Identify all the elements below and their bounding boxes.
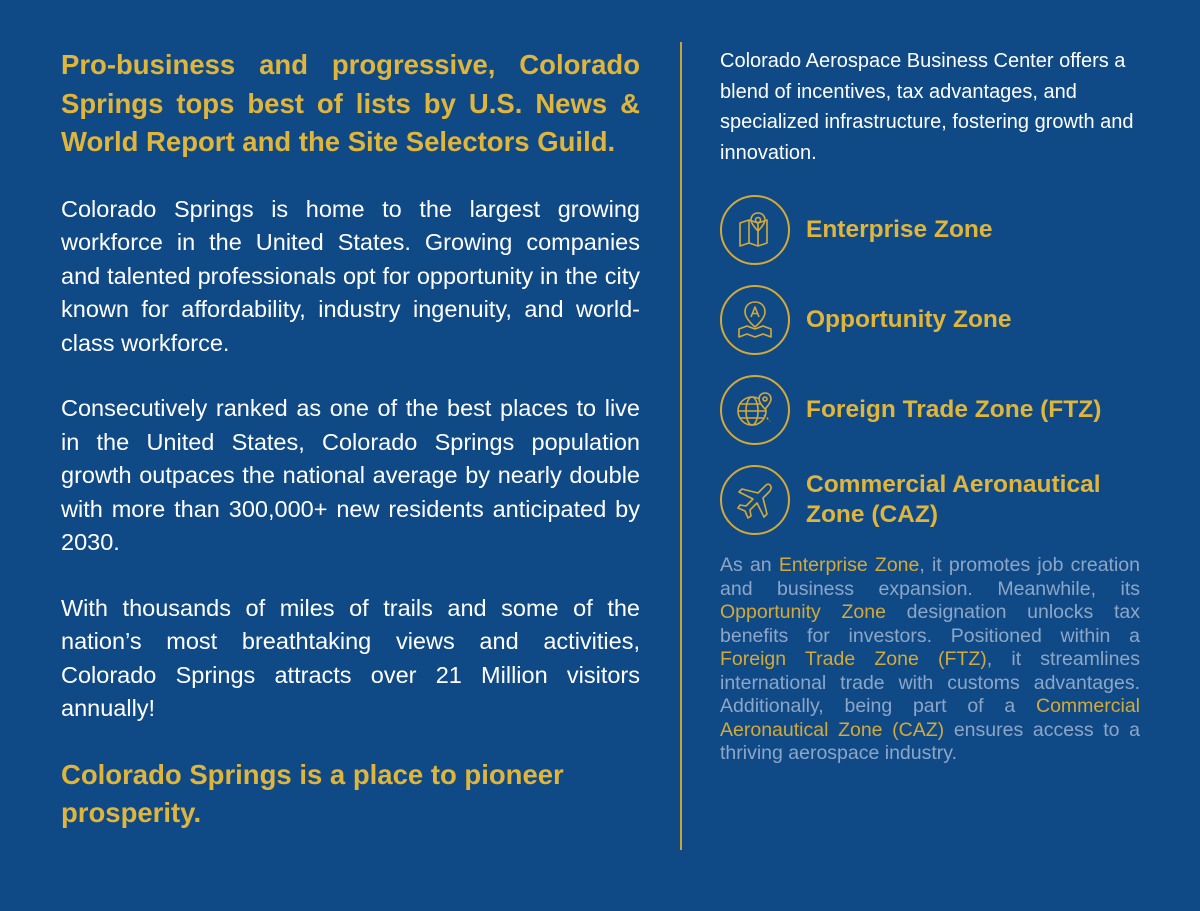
zones-description (720, 554, 1140, 766)
column-divider (680, 42, 682, 850)
desc-highlight-caz: Commercial Aeronautical Zone (CAZ) (720, 695, 1140, 741)
zone-label: Enterprise Zone (806, 216, 993, 243)
airplane-icon (720, 465, 790, 535)
closing-statement: Colorado Springs is a place to pioneer prosperity. (61, 758, 564, 828)
zone-opportunity (720, 282, 1140, 358)
population-paragraph: Consecutively ranked as one of the best places to live in the United States, Colorado Springs population growth outpaces the national average by nearly double with more than 300,000+ new residents anticipated by 2030. (61, 395, 640, 555)
aerospace-intro: Colorado Aerospace Business Center offers a blend of incentives, tax advantages, and specialized infrastructure, fostering growth and innovation. (720, 50, 1134, 164)
zone-commercial-aeronautical (720, 462, 1140, 538)
desc-text: , it promotes job creation and business expansion. Meanwhile, its (720, 554, 1140, 600)
left-column (61, 46, 640, 833)
zone-label: Commercial Aeronautical Zone (CAZ) (806, 471, 1101, 528)
zone-label: Opportunity Zone (806, 306, 1012, 333)
desc-text: ensures access to a thriving aerospace industry. (720, 718, 1141, 764)
zone-list (720, 192, 1140, 538)
globe-pin-icon (720, 375, 790, 445)
zone-label: Foreign Trade Zone (FTZ) (806, 396, 1102, 423)
desc-text: As an (720, 554, 779, 576)
workforce-paragraph: Colorado Springs is home to the largest growing workforce in the United States. Growing companies and talented professionals opt for opportunity in the city known for affordability, industry ingenuity, and world-class workforce. (61, 195, 640, 356)
desc-text: , it streamlines international trade with customs advantages. Additionally, being part of a (720, 648, 1141, 717)
desc-highlight-enterprise: Enterprise Zone (778, 554, 920, 576)
map-badge-icon (720, 285, 790, 355)
headline: Pro-business and progressive, Colorado Springs tops best of lists by U.S. News & World Report and the Site Selectors Guild. (61, 49, 640, 157)
zone-enterprise (720, 192, 1140, 268)
desc-highlight-opportunity: Opportunity Zone (720, 601, 886, 623)
zone-foreign-trade (720, 372, 1140, 448)
desc-text: designation unlocks tax benefits for investors. Positioned within a (720, 601, 1140, 647)
map-pin-icon (720, 195, 790, 265)
visitors-paragraph: With thousands of miles of trails and some of the nation’s most breathtaking views and activities, Colorado Springs attracts over 21 Million visitors annually! (61, 594, 640, 721)
right-column (720, 46, 1140, 785)
desc-highlight-ftz: Foreign Trade Zone (FTZ) (720, 648, 987, 670)
